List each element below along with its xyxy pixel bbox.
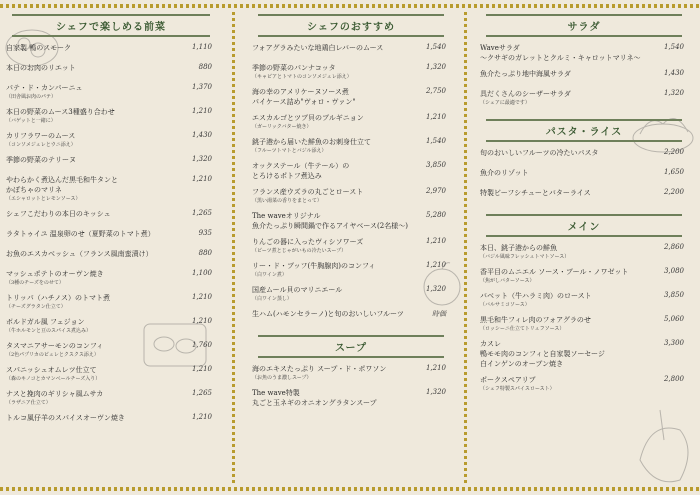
menu-item-name: スパニッシュオムレツ仕立て (6, 366, 97, 374)
menu-item-description: （コンソメジュレとウニ添え） (6, 142, 76, 148)
menu-item (6, 175, 216, 203)
menu-item-price: 1,760 (191, 341, 212, 349)
menu-item-name: ラタトゥイユ 温泉卵のせ（夏野菜のトマト煮） (6, 230, 155, 238)
menu-item-price: 1,210 (425, 364, 446, 372)
section-heading: スープ (252, 335, 450, 358)
section-heading: サラダ (480, 14, 688, 37)
menu-item-price: 1,210 (425, 237, 446, 245)
menu-item-price: 2,860 (663, 243, 684, 251)
menu-item-price: 1,265 (191, 209, 212, 217)
menu-item-name: エスカルゴとツブ貝のブルギニョン (252, 114, 364, 122)
menu-item-price: 1,540 (425, 43, 446, 51)
menu-item-price: 1,110 (191, 43, 212, 51)
menu-item-price: 1,430 (191, 131, 212, 139)
menu-item (480, 69, 688, 83)
menu-item (6, 155, 216, 169)
menu-item-description: （お魚のうま濃しスープ） (252, 375, 312, 381)
menu-item (6, 365, 216, 383)
menu-item-description: （バゲットと一緒に） (6, 118, 56, 124)
menu-item (6, 389, 216, 407)
menu-item-name: ボルドガル風 フェジョン (6, 318, 85, 326)
menu-item-description: （白ワイン煮） (252, 272, 287, 278)
menu-item (480, 243, 688, 261)
menu-item (252, 388, 450, 408)
menu-item (480, 148, 688, 162)
menu-item-name: 香平目のムニエル ソース・ブール・ノワゼット (480, 268, 629, 276)
menu-item-name: 自家製 鴨のスモーク (6, 44, 71, 52)
menu-item (6, 209, 216, 223)
menu-item (252, 237, 450, 255)
menu-item-name: The waveオリジナル 魚介たっぷり瞬間鍋で作るアイヤベース(2名様〜) (252, 212, 408, 230)
menu-item (6, 269, 216, 287)
menu-item-description: （ロッシーニ仕立てトリュフソース） (480, 326, 565, 332)
menu-item (480, 267, 688, 285)
menu-item (6, 107, 216, 125)
menu-column-2 (252, 14, 450, 414)
menu-item-description: （バジル風味フレッシュトマトソース） (480, 254, 570, 260)
menu-item-description: （バルサミコソース） (480, 302, 530, 308)
menu-item-name: マッシュポテトのオーヴン焼き (6, 270, 104, 278)
menu-item-price: 2,200 (663, 188, 684, 196)
menu-item-name: トルコ風仔羊のスパイスオーヴン焼き (6, 414, 125, 422)
menu-item-description: （2色パプリカのピュレとクスクス添え） (6, 352, 99, 358)
menu-item-name: 季節の野菜のパンナコッタ (252, 64, 336, 72)
menu-item (252, 63, 450, 81)
menu-item-description: （チーズグラタン仕立て） (6, 304, 66, 310)
menu-item (252, 285, 450, 303)
menu-item-description: （ガーリックバター焼き） (252, 124, 312, 130)
menu-item-name: 黒毛和牛フィレ肉のフォアグラのせ (480, 316, 591, 324)
menu-item-description: （田舎風お肉のパテ） (6, 94, 57, 100)
menu-item (6, 293, 216, 311)
menu-item (252, 137, 450, 155)
menu-item-price: 1,320 (425, 63, 446, 71)
menu-item-name: トリッパ（ハチノス）のトマト煮 (6, 294, 110, 302)
menu-item-description: （森のキノコとカマンベールチーズ入り） (6, 376, 101, 382)
top-border (0, 4, 700, 8)
menu-item (6, 43, 216, 57)
menu-item-price: 3,080 (663, 267, 684, 275)
menu-item-price: 2,750 (425, 87, 446, 95)
menu-item-name: お魚のエスカベッシュ（フランス風南蛮漬け） (6, 250, 153, 258)
menu-item (252, 211, 450, 231)
menu-item-price: 935 (198, 229, 212, 237)
menu-item-price: 1,210 (191, 175, 212, 183)
menu-column-1 (6, 14, 216, 433)
bottom-border (0, 487, 700, 491)
menu-item (480, 339, 688, 369)
menu-item (480, 291, 688, 309)
menu-item (6, 317, 216, 335)
menu-item-name: タスマニアサーモンのコンフィ (6, 342, 104, 350)
menu-item-price: 2,200 (663, 148, 684, 156)
menu-item (480, 168, 688, 182)
menu-item-name: 海の幸のアメリケーヌソース煮 パイケース詰め"ヴォロ・ヴァン" (252, 88, 356, 106)
menu-item-description: （3種のチーズをのせて） (6, 280, 64, 286)
section-heading: パスタ・ライス (480, 119, 688, 142)
menu-item-name: 魚介たっぷり地中海風サラダ (480, 70, 571, 78)
menu-item-price: 880 (198, 63, 212, 71)
menu-item-name: 生ハム(ハモンセラーノ)と旬のおいしいフルーツ (252, 310, 404, 318)
menu-item-price: 1,210 (191, 293, 212, 301)
menu-item-price: 1,650 (663, 168, 684, 176)
menu-item-description: （エシャロットとレモンソース） (6, 196, 81, 202)
menu-item-description: （黒い湯菜の香りをまとって） (252, 198, 322, 204)
menu-item (6, 131, 216, 149)
menu-item-price: 1,210 (191, 365, 212, 373)
menu-item-price: 1,540 (425, 137, 446, 145)
menu-item-name: フランス産ウズラの丸ごとロースト (252, 188, 364, 196)
menu-item-name: シェフこだわりの本日のキッシュ (6, 210, 111, 218)
menu-item-name: パテ・ド・カンパーニュ (6, 84, 83, 92)
column-divider-2 (464, 12, 467, 483)
menu-item (252, 364, 450, 382)
menu-item-description: （焦がしバターソース） (480, 278, 535, 284)
menu-item-description: （白ワイン蒸し） (252, 296, 292, 302)
menu-item-description: （フルーツトマトとバジル添え） (252, 148, 327, 154)
section-heading: シェフのおすすめ (252, 14, 450, 37)
menu-item-price: 1,210 (425, 113, 446, 121)
menu-item-price: 1,430 (663, 69, 684, 77)
menu-item-price: 2,970 (425, 187, 446, 195)
menu-item-price: 3,850 (425, 161, 446, 169)
menu-item (6, 249, 216, 263)
menu-item-price: 1,100 (191, 269, 212, 277)
column-divider-1 (232, 12, 235, 483)
menu-item (252, 309, 450, 323)
menu-item-price: 880 (198, 249, 212, 257)
menu-item-name: フォアグラみたいな地鶏白レバーのムース (252, 44, 384, 52)
menu-item-description: （キャビアとトマトのコンソメジュレ添え） (252, 74, 352, 80)
menu-item-price: 3,300 (663, 339, 684, 347)
menu-item (252, 87, 450, 107)
menu-item-name: 本日のお肉のリエット (6, 64, 76, 72)
menu-item-name: The wave特製 丸ごと玉ネギのオニオングラタンスープ (252, 389, 377, 407)
menu-column-3 (480, 14, 688, 399)
menu-item (252, 43, 450, 57)
menu-item-price: 1,210 (425, 261, 446, 269)
menu-item-name: 魚介のリゾット (480, 169, 529, 177)
menu-item (480, 188, 688, 202)
menu-item-name: カスレ 鴨モモ肉のコンフィと自家製ソーセージ 白インゲンのオーブン焼き (480, 340, 605, 368)
menu-item-price: 1,320 (191, 155, 212, 163)
menu-item-name: カリフラワーのムース (6, 132, 76, 140)
menu-item-price: 5,280 (425, 211, 446, 219)
menu-item (6, 83, 216, 101)
menu-item-name: 銚子港から届いた鮮魚のお刺身仕立て (252, 138, 371, 146)
menu-item-name: 国産ムール貝のマリニエール (252, 286, 343, 294)
menu-item-name: Waveサラダ 〜クサギのガレットとクルミ・キャロットマリネ〜 (480, 44, 641, 62)
menu-item-description: （ビーツ煮とじゃがいもの冷たいスープ） (252, 248, 347, 254)
menu-item-name: ナスと挽肉のギリシャ風ムサカ (6, 390, 104, 398)
menu-item-name: ポークスペアリブ (480, 376, 536, 384)
menu-item (252, 261, 450, 279)
menu-item-name: 本日、銚子港からの鮮魚 (480, 244, 557, 252)
menu-item-price: 時価 (432, 310, 446, 318)
menu-item-name: りんごの器に入ったヴィシソワーズ (252, 238, 364, 246)
menu-item-price: 2,800 (663, 375, 684, 383)
menu-item-description: （シェアに最適です） (480, 100, 530, 106)
menu-item-price: 1,210 (191, 317, 212, 325)
menu-item-name: 本日の野菜のムース3種盛り合わせ (6, 108, 115, 116)
menu-item-price: 1,210 (191, 107, 212, 115)
menu-item-name: 旬のおいしいフルーツの冷たいパスタ (480, 149, 599, 157)
menu-item-description: （シェフ特製スパイスロースト） (480, 386, 555, 392)
menu-item-price: 1,370 (191, 83, 212, 91)
menu-item-name: オックステール（牛テール）の とろけるポトフ煮込み (252, 162, 350, 180)
menu-item-name: 季節の野菜のテリーヌ (6, 156, 76, 164)
section-heading: メイン (480, 214, 688, 237)
section-heading: シェフで楽しめる前菜 (6, 14, 216, 37)
menu-item-name: 具だくさんのシーザーサラダ (480, 90, 571, 98)
menu-item (6, 413, 216, 427)
menu-item-description: （牛ホルモンと豆のスパイス煮込み） (6, 328, 91, 334)
menu-item-price: 1,540 (663, 43, 684, 51)
menu-item-name: やわらかく煮込んだ黒毛和牛タンと かぼちゃのマリネ (6, 176, 118, 194)
menu-item (6, 63, 216, 77)
menu-item (252, 161, 450, 181)
menu-item-price: 3,850 (663, 291, 684, 299)
menu-item-price: 1,320 (425, 285, 446, 293)
menu-item-price: 1,210 (191, 413, 212, 421)
menu-item-price: 1,320 (663, 89, 684, 97)
menu-item-price: 5,060 (663, 315, 684, 323)
menu-item-description: （ラザニア仕立て） (6, 400, 51, 406)
meat-sketch-icon (630, 400, 698, 490)
menu-item-name: リー・ド・ブッフ(牛胸腺肉)のコンフィ (252, 262, 376, 270)
menu-item (480, 43, 688, 63)
menu-item-name: 特製ビーフシチューとバターライス (480, 189, 591, 197)
menu-item (252, 187, 450, 205)
menu-item-name: バベット（牛ハラミ肉）のロースト (480, 292, 592, 300)
menu-item-price: 1,265 (191, 389, 212, 397)
menu-item (6, 341, 216, 359)
menu-item-price: 1,320 (425, 388, 446, 396)
menu-item-name: 海のエキスたっぷり スープ・ド・ポワソン (252, 365, 387, 373)
menu-item (480, 315, 688, 333)
menu-item (480, 89, 688, 107)
menu-item (252, 113, 450, 131)
menu-item (6, 229, 216, 243)
menu-item (480, 375, 688, 393)
